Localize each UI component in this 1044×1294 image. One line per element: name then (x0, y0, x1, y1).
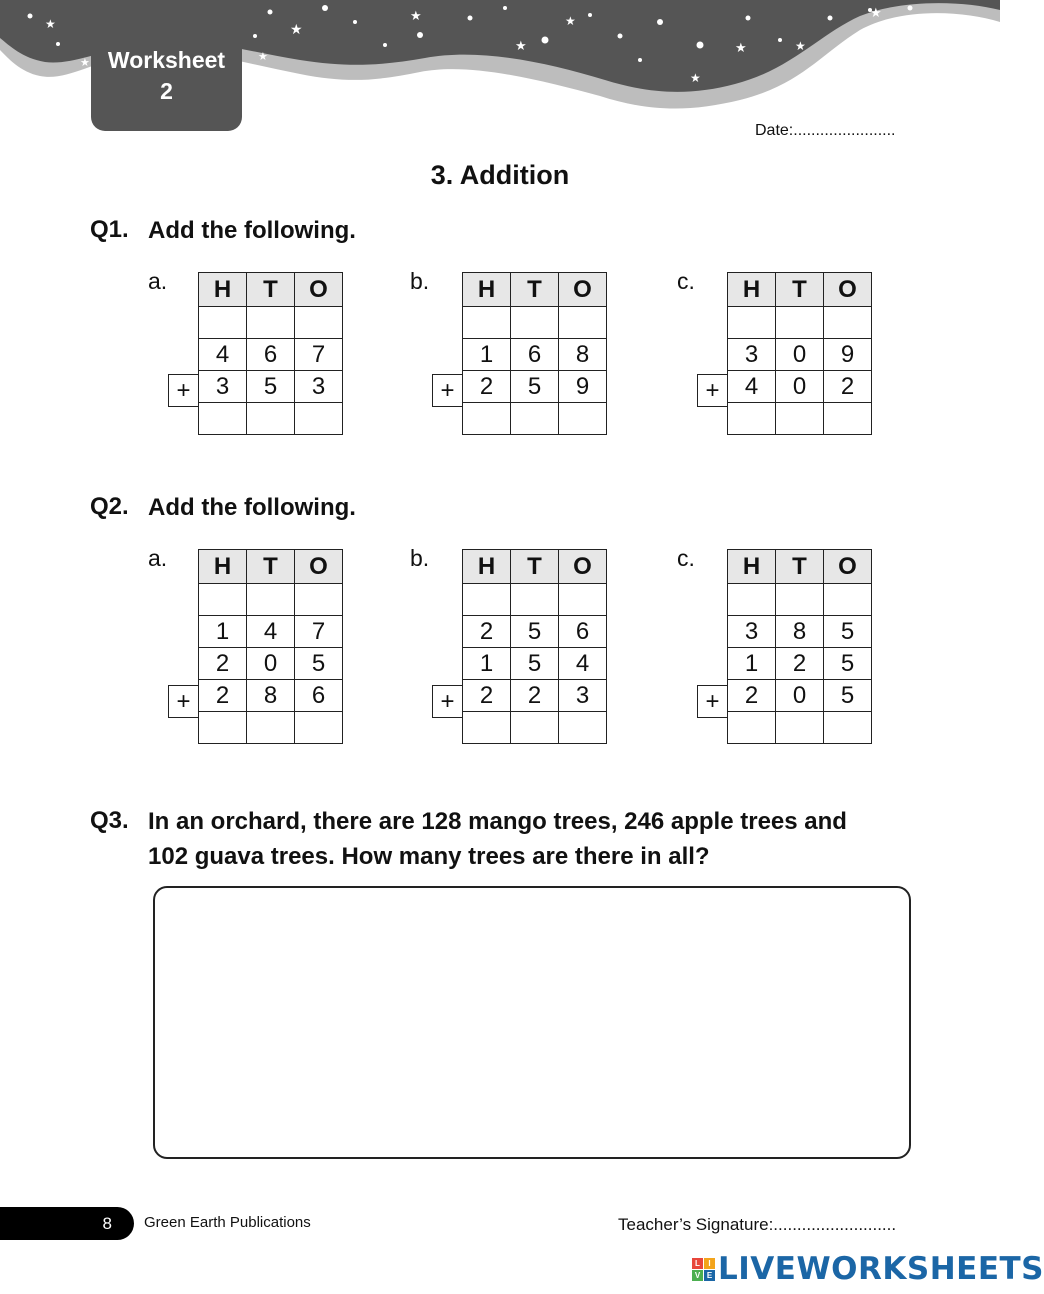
logo-tile: I (704, 1258, 715, 1269)
carry-cell[interactable] (559, 584, 607, 616)
digit-cell: 5 (824, 648, 872, 680)
answer-cell[interactable] (295, 712, 343, 744)
carry-row (728, 307, 872, 339)
answer-cell[interactable] (728, 712, 776, 744)
hundreds-header: H (199, 550, 247, 584)
addend-row (728, 680, 872, 712)
addend-row (463, 371, 607, 403)
q3-text-line1: In an orchard, there are 128 mango trees, 246 apple trees and (148, 808, 847, 835)
hto-header-row (199, 273, 343, 307)
addend-row (199, 616, 343, 648)
logo-tile: L (692, 1258, 703, 1269)
page-number: 8 (0, 1207, 134, 1240)
answer-cell[interactable] (199, 403, 247, 435)
digit-cell: 0 (247, 648, 295, 680)
answer-cell[interactable] (728, 403, 776, 435)
digit-cell: 3 (728, 616, 776, 648)
addend-row (463, 648, 607, 680)
carry-cell[interactable] (463, 584, 511, 616)
carry-cell[interactable] (559, 307, 607, 339)
q2-b-hto-table (462, 549, 607, 744)
answer-cell[interactable] (776, 712, 824, 744)
hto-header-row (463, 273, 607, 307)
answer-row (199, 712, 343, 744)
digit-cell: 1 (728, 648, 776, 680)
digit-cell: 7 (295, 616, 343, 648)
worksheet-tab-line1: Worksheet (107, 47, 226, 73)
digit-cell: 5 (511, 371, 559, 403)
digit-cell: 6 (511, 339, 559, 371)
q1-c-label: c. (677, 268, 695, 294)
logo-tile: E (704, 1270, 715, 1281)
answer-row (463, 403, 607, 435)
digit-cell: 3 (199, 371, 247, 403)
digit-cell: 3 (295, 371, 343, 403)
answer-cell[interactable] (559, 403, 607, 435)
hto-header-row (728, 550, 872, 584)
addend-row (199, 339, 343, 371)
svg-text:★: ★ (258, 51, 268, 63)
answer-cell[interactable] (199, 712, 247, 744)
digit-cell: 2 (199, 648, 247, 680)
digit-cell: 8 (559, 339, 607, 371)
ones-header: O (559, 273, 607, 307)
digit-cell: 4 (728, 371, 776, 403)
q2-a-hto-table (198, 549, 343, 744)
digit-cell: 5 (511, 648, 559, 680)
answer-cell[interactable] (511, 403, 559, 435)
hto-header-row (728, 273, 872, 307)
teacher-signature-label: Teacher’s Signature:.......................... (618, 1215, 897, 1234)
q1-b-plus-sign: + (432, 374, 462, 407)
svg-text:★: ★ (410, 8, 422, 23)
carry-cell[interactable] (247, 584, 295, 616)
digit-cell: 9 (824, 339, 872, 371)
addend-row (463, 680, 607, 712)
q1-a-plus-sign: + (168, 374, 198, 407)
tens-header: T (776, 550, 824, 584)
carry-cell[interactable] (199, 584, 247, 616)
digit-cell: 8 (776, 616, 824, 648)
digit-cell: 8 (247, 680, 295, 712)
carry-cell[interactable] (824, 307, 872, 339)
digit-cell: 0 (776, 680, 824, 712)
worksheet-tab (91, 0, 242, 131)
tens-header: T (776, 273, 824, 307)
addend-row (728, 616, 872, 648)
answer-cell[interactable] (463, 403, 511, 435)
q2-c-label: c. (677, 545, 695, 571)
carry-cell[interactable] (247, 307, 295, 339)
addend-row (199, 371, 343, 403)
digit-cell: 1 (463, 339, 511, 371)
digit-cell: 2 (463, 616, 511, 648)
addend-row (199, 648, 343, 680)
carry-row (199, 584, 343, 616)
answer-cell[interactable] (247, 403, 295, 435)
digit-cell: 6 (247, 339, 295, 371)
q3-number: Q3. (90, 807, 129, 834)
digit-cell: 3 (728, 339, 776, 371)
q1-b-label: b. (410, 268, 430, 294)
answer-row (728, 403, 872, 435)
section-title: 3. Addition (430, 160, 570, 190)
digit-cell: 0 (776, 339, 824, 371)
worksheet-tab-line2: 2 (160, 78, 173, 104)
answer-cell[interactable] (295, 403, 343, 435)
carry-cell[interactable] (199, 307, 247, 339)
digit-cell: 3 (559, 680, 607, 712)
svg-text:★: ★ (870, 5, 882, 20)
addend-row (463, 616, 607, 648)
answer-cell[interactable] (776, 403, 824, 435)
carry-cell[interactable] (776, 307, 824, 339)
q2-c-hto-table (727, 549, 872, 744)
carry-cell[interactable] (295, 307, 343, 339)
svg-text:★: ★ (515, 38, 527, 53)
hundreds-header: H (463, 550, 511, 584)
digit-cell: 7 (295, 339, 343, 371)
carry-cell[interactable] (776, 584, 824, 616)
digit-cell: 4 (247, 616, 295, 648)
liveworksheets-logo (692, 1252, 1044, 1286)
ones-header: O (824, 273, 872, 307)
q2-text: Add the following. (148, 494, 356, 521)
q2-a-label: a. (148, 545, 168, 571)
digit-cell: 5 (511, 616, 559, 648)
carry-row (463, 307, 607, 339)
answer-row (728, 712, 872, 744)
digit-cell: 2 (824, 371, 872, 403)
digit-cell: 4 (559, 648, 607, 680)
q2-a-plus-sign: + (168, 685, 198, 718)
tens-header: T (511, 273, 559, 307)
tens-header: T (511, 550, 559, 584)
carry-row (728, 584, 872, 616)
svg-text:★: ★ (80, 57, 90, 69)
answer-row (463, 712, 607, 744)
q2-b-plus-sign: + (432, 685, 462, 718)
hto-header-row (199, 550, 343, 584)
digit-cell: 0 (776, 371, 824, 403)
digit-cell: 6 (295, 680, 343, 712)
q1-c-plus-sign: + (697, 374, 727, 407)
hundreds-header: H (463, 273, 511, 307)
carry-cell[interactable] (463, 307, 511, 339)
addend-row (728, 648, 872, 680)
digit-cell: 2 (199, 680, 247, 712)
q3-answer-box[interactable] (153, 886, 911, 1159)
q3-text-line2: 102 guava trees. How many trees are there in all? (148, 843, 710, 870)
liveworksheets-logo-icon (692, 1258, 715, 1281)
q2-number: Q2. (90, 493, 129, 520)
q1-number: Q1. (90, 216, 129, 243)
addend-row (728, 371, 872, 403)
svg-text:★: ★ (690, 71, 701, 85)
addend-row (463, 339, 607, 371)
hundreds-header: H (199, 273, 247, 307)
svg-text:★: ★ (565, 14, 576, 28)
carry-cell[interactable] (728, 584, 776, 616)
tens-header: T (247, 550, 295, 584)
carry-row (463, 584, 607, 616)
publisher-name: Green Earth Publications (144, 1214, 311, 1231)
carry-cell[interactable] (728, 307, 776, 339)
date-label: Date:....................... (755, 122, 896, 139)
digit-cell: 2 (728, 680, 776, 712)
q1-a-hto-table (198, 272, 343, 435)
ones-header: O (559, 550, 607, 584)
answer-row (199, 403, 343, 435)
addend-row (728, 339, 872, 371)
digit-cell: 1 (199, 616, 247, 648)
svg-text:★: ★ (290, 21, 303, 37)
ones-header: O (295, 273, 343, 307)
hundreds-header: H (728, 550, 776, 584)
svg-text:★: ★ (795, 39, 806, 53)
digit-cell: 2 (463, 680, 511, 712)
svg-text:★: ★ (45, 17, 56, 31)
q1-a-label: a. (148, 268, 168, 294)
answer-cell[interactable] (463, 712, 511, 744)
hto-header-row (463, 550, 607, 584)
digit-cell: 2 (776, 648, 824, 680)
q2-c-plus-sign: + (697, 685, 727, 718)
digit-cell: 5 (247, 371, 295, 403)
carry-cell[interactable] (511, 307, 559, 339)
digit-cell: 9 (559, 371, 607, 403)
answer-cell[interactable] (824, 403, 872, 435)
ones-header: O (295, 550, 343, 584)
addend-row (199, 680, 343, 712)
digit-cell: 6 (559, 616, 607, 648)
svg-text:★: ★ (735, 40, 747, 55)
tens-header: T (247, 273, 295, 307)
carry-cell[interactable] (824, 584, 872, 616)
digit-cell: 5 (824, 616, 872, 648)
carry-cell[interactable] (511, 584, 559, 616)
digit-cell: 1 (463, 648, 511, 680)
carry-row (199, 307, 343, 339)
answer-cell[interactable] (511, 712, 559, 744)
answer-cell[interactable] (247, 712, 295, 744)
ones-header: O (824, 550, 872, 584)
hundreds-header: H (728, 273, 776, 307)
digit-cell: 5 (295, 648, 343, 680)
q2-b-label: b. (410, 545, 430, 571)
digit-cell: 5 (824, 680, 872, 712)
logo-tile: V (692, 1270, 703, 1281)
answer-cell[interactable] (559, 712, 607, 744)
digit-cell: 4 (199, 339, 247, 371)
answer-cell[interactable] (824, 712, 872, 744)
q1-text: Add the following. (148, 217, 356, 244)
q1-c-hto-table (727, 272, 872, 435)
carry-cell[interactable] (295, 584, 343, 616)
liveworksheets-logo-text: LIVEWORKSHEETS (718, 1251, 1044, 1287)
digit-cell: 2 (511, 680, 559, 712)
q1-b-hto-table (462, 272, 607, 435)
digit-cell: 2 (463, 371, 511, 403)
